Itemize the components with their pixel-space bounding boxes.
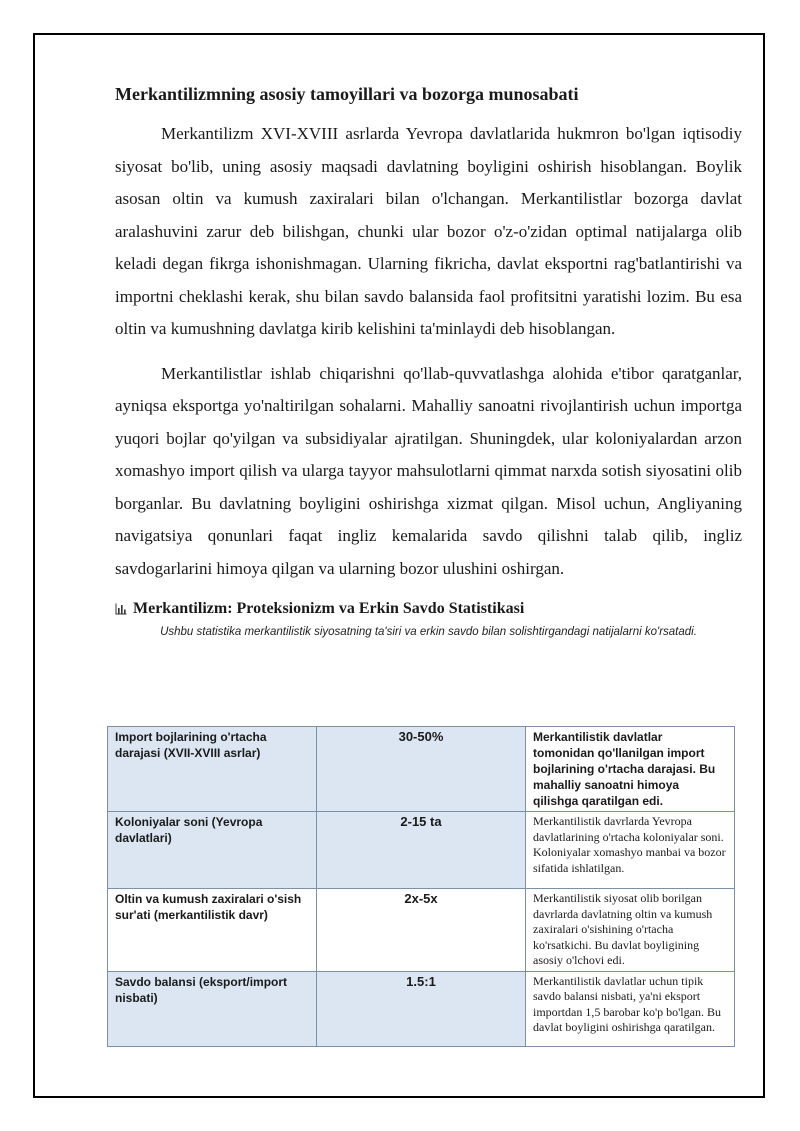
table-row bbox=[108, 812, 735, 889]
row-note: Merkantilistik davlatlar uchun tipik savdo balansi nisbati, ya'ni eksport importdan 1,5 barobar ko'p bo'lgan. Bu davlat boyligini oshirishga qaratilgan. bbox=[526, 971, 735, 1046]
section-heading: Merkantilizmning asosiy tamoyillari va bozorga munosabati bbox=[115, 84, 579, 104]
row-value: 30-50% bbox=[317, 727, 526, 812]
row-label: Oltin va kumush zaxiralari o'sish sur'ati (merkantilistik davr) bbox=[108, 889, 317, 972]
paragraph-2: Merkantilistlar ishlab chiqarishni qo'llab-quvvatlashga alohida e'tibor qaratganlar, ayniqsa eksportga yo'naltirilgan sohalarni. Mahalliy sanoatni rivojlantirish uchun importga yuqori bojlar qo'yilgan va subsidiyalar ajratilgan. Shuningdek, ular koloniyalardan arzon xomashyo import qilish va ularga tayyor mahsulotlarni qimmat narxda sotish siyosatini olib borganlar. Bu davlatning boyligini oshirishga xizmat qilgan. Misol uchun, Angliyaning navigatsiya qonunlari faqat ingliz kemalarida savdo qilishni talab qilib, ingliz savdogarlarini himoya qilgan va ularning bozor ulushini oshirgan. bbox=[115, 363, 742, 578]
row-label: Koloniyalar soni (Yevropa davlatlari) bbox=[108, 812, 317, 889]
stats-title bbox=[115, 600, 742, 618]
row-note: Merkantilistik davrlarda Yevropa davlatlarining o'rtacha koloniyalar soni. Koloniyalar xomashyo manbai va bozor sifatida ishlatilgan. bbox=[526, 812, 735, 889]
document-body bbox=[115, 82, 742, 646]
bar-chart-icon bbox=[115, 603, 127, 615]
stats-table bbox=[107, 726, 735, 1047]
stats-title-text: Merkantilizm: Proteksionizm va Erkin Savdo Statistikasi bbox=[133, 600, 525, 617]
row-label: Savdo balansi (eksport/import nisbati) bbox=[108, 971, 317, 1046]
row-label: Import bojlarining o'rtacha darajasi (XVII-XVIII asrlar) bbox=[108, 727, 317, 812]
row-value: 2-15 ta bbox=[317, 812, 526, 889]
row-note: Merkantilistik davlatlar tomonidan qo'llanilgan import bojlarining o'rtacha darajasi. Bu mahalliy sanoatni himoya qilishga qaratilgan edi. bbox=[526, 727, 735, 812]
paragraph-1: Merkantilizm XVI-XVIII asrlarda Yevropa davlatlarida hukmron bo'lgan iqtisodiy siyosat bo'lib, uning asosiy maqsadi davlatning boyligini oshirish hisoblangan. Boylik asosan oltin va kumush zaxiralari bilan o'lchangan. Merkantilistlar bozorga davlat aralashuvini zarur deb bilishgan, chunki ular bozor o'z-o'zidan optimal natijalarga olib keladi degan fikrga ishonishmagan. Ularning fikricha, davlat eksportni rag'batlantirishi va importni cheklashi kerak, shu bilan savdo balansida faol profitsitni yaratishi lozim. Bu esa oltin va kumushning davlatga kirib kelishini ta'minlaydi deb hisoblangan. bbox=[115, 124, 742, 338]
row-value: 1.5:1 bbox=[317, 971, 526, 1046]
table-row bbox=[108, 889, 735, 972]
table-row bbox=[108, 971, 735, 1046]
stats-subtitle: Ushbu statistika merkantilistik siyosatning ta'siri va erkin savdo bilan solishtirgandagi natijalarni ko'rsatadi. bbox=[160, 626, 697, 638]
row-note: Merkantilistik siyosat olib borilgan davrlarda davlatning oltin va kumush zaxiralari o'sishining o'rtacha ko'rsatkichi. Bu davlat boyligining asosiy o'lchovi edi. bbox=[526, 889, 735, 972]
row-value: 2x-5x bbox=[317, 889, 526, 972]
table-row bbox=[108, 727, 735, 812]
